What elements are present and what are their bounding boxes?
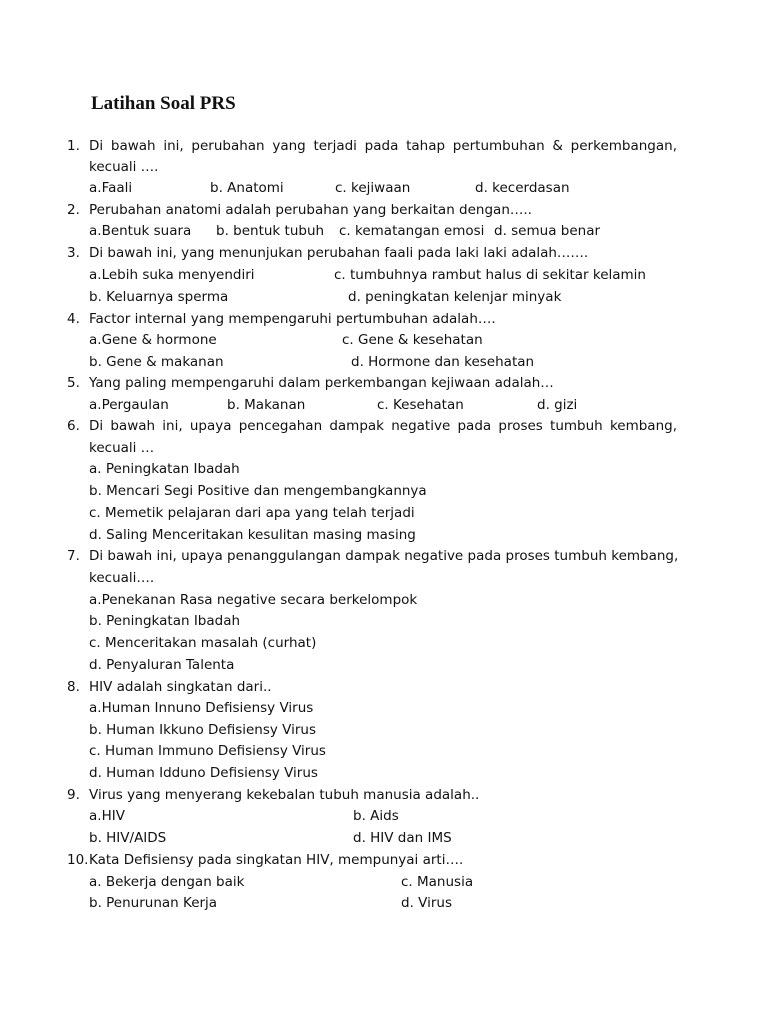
question-number: 6.: [67, 418, 80, 434]
option: a. Bekerja dengan baik: [89, 874, 245, 890]
option: c. Kesehatan: [377, 397, 464, 413]
question-text-continued: kecuali ….: [89, 159, 159, 175]
option: c. Gene & kesehatan: [342, 332, 483, 348]
option: c. Memetik pelajaran dari apa yang telah terjadi: [89, 505, 415, 521]
option: b. Aids: [353, 808, 399, 824]
option: a.Lebih suka menyendiri: [89, 267, 255, 283]
option: a.Bentuk suara: [89, 223, 192, 239]
option: a.Gene & hormone: [89, 332, 217, 348]
option: b. Human Ikkuno Defisiensy Virus: [89, 722, 316, 738]
option: c. Menceritakan masalah (curhat): [89, 635, 317, 651]
option: d. gizi: [537, 397, 578, 413]
option: d. HIV dan IMS: [353, 830, 452, 846]
option: a. Peningkatan Ibadah: [89, 461, 240, 477]
question-text: Di bawah ini, yang menunjukan perubahan faali pada laki laki adalah…….: [89, 245, 589, 261]
option: c. tumbuhnya rambut halus di sekitar kelamin: [334, 267, 646, 283]
question-text: Di bawah ini, upaya pencegahan dampak negative pada proses tumbuh kembang,: [89, 418, 677, 434]
question-number: 5.: [67, 375, 80, 391]
option: b. Keluarnya sperma: [89, 289, 229, 305]
option: b. Makanan: [227, 397, 306, 413]
question-text: Kata Defisiensy pada singkatan HIV, mempunyai arti….: [89, 852, 464, 868]
question-text: HIV adalah singkatan dari..: [89, 679, 272, 695]
question-text: Virus yang menyerang kekebalan tubuh manusia adalah..: [89, 787, 480, 803]
option: c. Human Immuno Defisiensy Virus: [89, 743, 326, 759]
question-text-continued: kecuali …: [89, 440, 155, 456]
option: b. HIV/AIDS: [89, 830, 167, 846]
option: b. Penurunan Kerja: [89, 895, 218, 911]
question-text: Di bawah ini, upaya penanggulangan dampak negative pada proses tumbuh kembang,: [89, 548, 679, 564]
option: c. Manusia: [401, 874, 474, 890]
option: b. Anatomi: [210, 180, 284, 196]
option: b. Mencari Segi Positive dan mengembangkannya: [89, 483, 427, 499]
option: c. kejiwaan: [335, 180, 411, 196]
option: d. Virus: [401, 895, 452, 911]
question-number: 7.: [67, 548, 80, 564]
option: d. Saling Menceritakan kesulitan masing masing: [89, 527, 416, 543]
page-title: Latihan Soal PRS: [91, 93, 236, 114]
option: a.Pergaulan: [89, 397, 169, 413]
question-text-continued: kecuali….: [89, 570, 155, 586]
option: d. Hormone dan kesehatan: [351, 354, 535, 370]
option: a.Faali: [89, 180, 133, 196]
question-text: Perubahan anatomi adalah perubahan yang berkaitan dengan…..: [89, 202, 532, 218]
question-number: 3.: [67, 245, 80, 261]
question-number: 10.: [67, 852, 89, 868]
option: a.Human Innuno Defisiensy Virus: [89, 700, 314, 716]
option: a.Penekanan Rasa negative secara berkelompok: [89, 592, 418, 608]
option: a.HIV: [89, 808, 125, 824]
question-text: Factor internal yang mempengaruhi pertumbuhan adalah….: [89, 311, 496, 327]
question-number: 4.: [67, 311, 80, 327]
option: d. semua benar: [494, 223, 601, 239]
option: c. kematangan emosi: [339, 223, 485, 239]
option: b. bentuk tubuh: [216, 223, 325, 239]
option: d. peningkatan kelenjar minyak: [348, 289, 562, 305]
question-number: 2.: [67, 202, 80, 218]
question-text: Yang paling mempengaruhi dalam perkembangan kejiwaan adalah…: [89, 375, 554, 391]
option: d. Human Idduno Defisiensy Virus: [89, 765, 318, 781]
option: d. kecerdasan: [475, 180, 570, 196]
option: d. Penyaluran Talenta: [89, 657, 235, 673]
question-number: 9.: [67, 787, 80, 803]
option: b. Gene & makanan: [89, 354, 224, 370]
question-number: 8.: [67, 679, 80, 695]
question-text: Di bawah ini, perubahan yang terjadi pada tahap pertumbuhan & perkembangan,: [89, 138, 677, 154]
question-number: 1.: [67, 138, 80, 154]
option: b. Peningkatan Ibadah: [89, 613, 241, 629]
